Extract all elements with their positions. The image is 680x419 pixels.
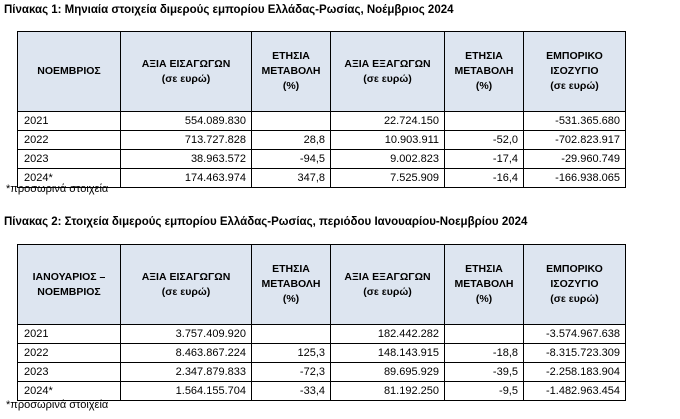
table1-header-imports: ΑΞΙΑ ΕΙΣΑΓΩΓΩΝ (σε ευρώ) — [121, 32, 252, 112]
cell-imports-change — [252, 112, 331, 131]
cell-exports-change — [445, 112, 524, 131]
table-row — [18, 131, 626, 150]
table2-footnote: *προσωρινά στοιχεία — [6, 399, 109, 411]
cell-imports: 38.963.572 — [121, 150, 252, 169]
cell-balance: -29.960.749 — [524, 150, 626, 169]
cell-year: 2024* — [18, 382, 121, 401]
cell-exports: 9.002.823 — [331, 150, 445, 169]
cell-imports: 2.347.879.833 — [121, 363, 252, 382]
cell-exports: 7.525.909 — [331, 169, 445, 188]
table2-header-period: ΙΑΝΟΥΑΡΙΟΣ – ΝΟΕΜΒΡΙΟΣ — [18, 245, 121, 325]
cell-balance: -166.938.065 — [524, 169, 626, 188]
table1-header-exports-change: ΕΤΗΣΙΑ ΜΕΤΑΒΟΛΗ (%) — [445, 32, 524, 112]
table2-title: Πίνακας 2: Στοιχεία διμερούς εμπορίου Ελλάδας-Ρωσίας, περιόδου Ιανουαρίου-Νοεμβρίου 2024 — [4, 216, 528, 228]
cell-balance: -8.315.723.309 — [524, 344, 626, 363]
cell-balance: -702.823.917 — [524, 131, 626, 150]
cell-balance: -2.258.183.904 — [524, 363, 626, 382]
table1-header-exports: ΑΞΙΑ ΕΞΑΓΩΓΩΝ (σε ευρώ) — [331, 32, 445, 112]
cell-exports: 81.192.250 — [331, 382, 445, 401]
table2-header-imports-change: ΕΤΗΣΙΑ ΜΕΤΑΒΟΛΗ (%) — [252, 245, 331, 325]
table1-header-balance: ΕΜΠΟΡΙΚΟ ΙΣΟΖΥΓΙΟ (σε ευρώ) — [524, 32, 626, 112]
cell-imports-change: 125,3 — [252, 344, 331, 363]
cell-imports-change — [252, 325, 331, 344]
cell-imports-change: 28,8 — [252, 131, 331, 150]
cell-exports-change: -39,5 — [445, 363, 524, 382]
table2-header-exports: ΑΞΙΑ ΕΞΑΓΩΓΩΝ (σε ευρώ) — [331, 245, 445, 325]
cell-imports: 1.564.155.704 — [121, 382, 252, 401]
table1-footnote: *προσωρινά στοιχεία — [6, 183, 109, 195]
table2-header-balance: ΕΜΠΟΡΙΚΟ ΙΣΟΖΥΓΙΟ (σε ευρώ) — [524, 245, 626, 325]
cell-balance: -1.482.963.454 — [524, 382, 626, 401]
cell-exports-change: -16,4 — [445, 169, 524, 188]
cell-exports: 10.903.911 — [331, 131, 445, 150]
cell-year: 2022 — [18, 131, 121, 150]
cell-year: 2023 — [18, 150, 121, 169]
table-row — [18, 344, 626, 363]
cell-year: 2021 — [18, 112, 121, 131]
cell-year: 2023 — [18, 363, 121, 382]
table2-header-imports: ΑΞΙΑ ΕΙΣΑΓΩΓΩΝ (σε ευρώ) — [121, 245, 252, 325]
table-row — [18, 169, 626, 188]
table2-header-row — [18, 245, 626, 325]
table1-header-period: ΝΟΕΜΒΡΙΟΣ — [18, 32, 121, 112]
table-row — [18, 325, 626, 344]
table2-period-trade — [17, 244, 626, 401]
cell-imports-change: -94,5 — [252, 150, 331, 169]
table-row — [18, 382, 626, 401]
cell-exports: 22.724.150 — [331, 112, 445, 131]
cell-balance: -531.365.680 — [524, 112, 626, 131]
cell-imports: 554.089.830 — [121, 112, 252, 131]
cell-exports: 148.143.915 — [331, 344, 445, 363]
cell-exports: 182.442.282 — [331, 325, 445, 344]
table1-monthly-trade — [17, 31, 626, 188]
cell-exports-change: -18,8 — [445, 344, 524, 363]
cell-exports-change — [445, 325, 524, 344]
cell-year: 2022 — [18, 344, 121, 363]
cell-imports-change: -72,3 — [252, 363, 331, 382]
cell-imports: 3.757.409.920 — [121, 325, 252, 344]
cell-exports-change: -52,0 — [445, 131, 524, 150]
table-row — [18, 112, 626, 131]
table1-header-imports-change: ΕΤΗΣΙΑ ΜΕΤΑΒΟΛΗ (%) — [252, 32, 331, 112]
cell-imports-change: -33,4 — [252, 382, 331, 401]
table-row — [18, 363, 626, 382]
table1-title: Πίνακας 1: Μηνιαία στοιχεία διμερούς εμπορίου Ελλάδας-Ρωσίας, Νοέμβριος 2024 — [4, 4, 454, 16]
table-row — [18, 150, 626, 169]
cell-imports: 8.463.867.224 — [121, 344, 252, 363]
cell-year: 2021 — [18, 325, 121, 344]
cell-imports-change: 347,8 — [252, 169, 331, 188]
cell-imports: 713.727.828 — [121, 131, 252, 150]
table1-header-row — [18, 32, 626, 112]
cell-exports-change: -9,5 — [445, 382, 524, 401]
table2-header-exports-change: ΕΤΗΣΙΑ ΜΕΤΑΒΟΛΗ (%) — [445, 245, 524, 325]
cell-exports: 89.695.929 — [331, 363, 445, 382]
cell-balance: -3.574.967.638 — [524, 325, 626, 344]
cell-imports: 174.463.974 — [121, 169, 252, 188]
cell-exports-change: -17,4 — [445, 150, 524, 169]
cell-year: 2024* — [18, 169, 121, 188]
